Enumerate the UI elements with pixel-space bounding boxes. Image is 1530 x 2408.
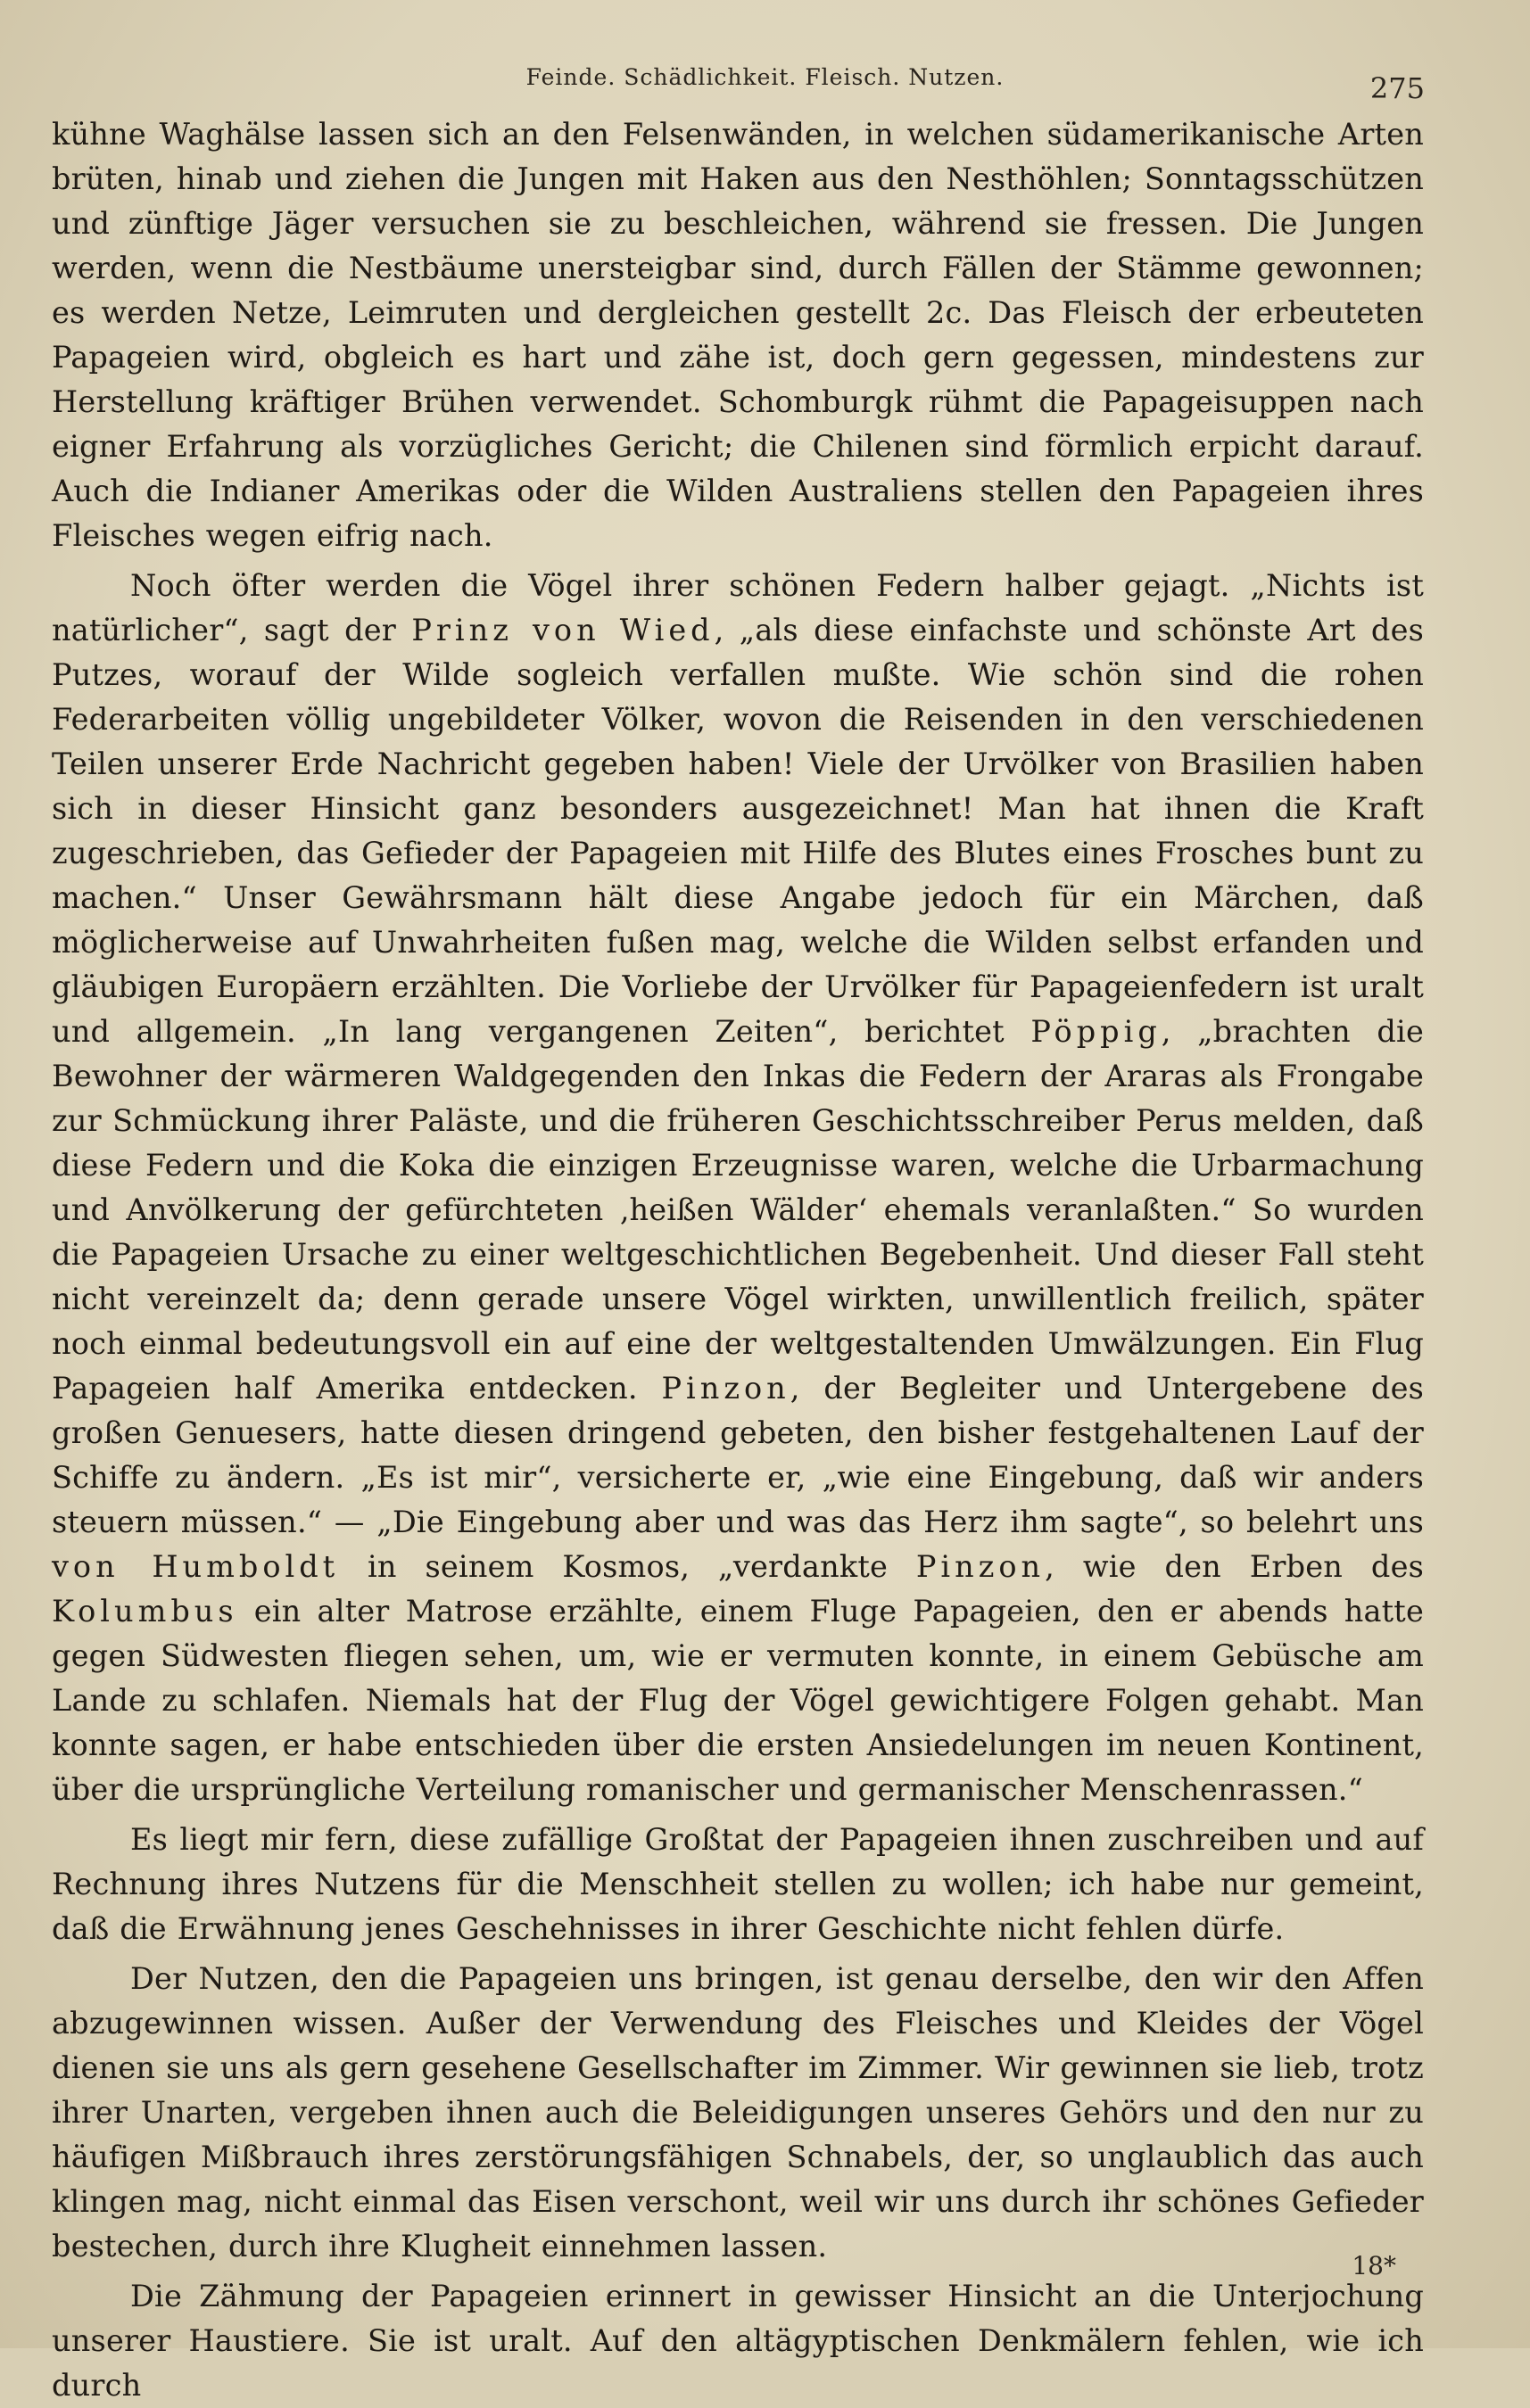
spaced-name-kolumbus: Kolumbus <box>52 1594 238 1629</box>
running-head: Feinde. Schädlichkeit. Fleisch. Nutzen. <box>525 64 1005 90</box>
paragraph-4 <box>52 1957 1424 2269</box>
spaced-name-pinzon: Pinzon <box>661 1371 790 1406</box>
text-segment: , „brachten die Bewohner der wärmeren Waldgegenden den Inkas die Federn der Araras als Frongabe zur Schmückung ihrer Paläste, und die früheren Geschichtsschreiber Perus melden, daß diese Federn und die Koka die einzigen Erzeugnisse waren, welche die Urbarmachung und Anvölkerung der gefürchteten ‚heißen Wälder‘ ehemals veranlaßten.“ So wurden die Papageien Ursache zu einer weltgeschichtlichen Begebenheit. Und dieser Fall steht nicht vereinzelt da; denn gerade unsere Vögel wirkten, unwillentlich freilich, später noch einmal bedeutungsvoll ein auf eine der weltgestaltenden Umwälzungen. Ein Flug Papageien half Amerika entdecken. <box>52 1014 1424 1406</box>
text-segment: Es liegt mir fern, diese zufällige Großtat der Papageien ihnen zuschreiben und auf Rechnung ihres Nutzens für die Menschheit stellen zu wollen; ich habe nur gemeint, daß die Erwähnung jenes Geschehnisses in ihrer Geschichte nicht fehlen dürfe. <box>52 1822 1424 1946</box>
spaced-name-von-humboldt: von Humboldt <box>52 1549 340 1584</box>
text-segment: ein alter Matrose erzählte, einem Fluge Papageien, den er abends hatte gegen Südwesten fliegen sehen, um, wie er vermuten konnte, in einem Gebüsche am Lande zu schlafen. Niemals hat der Flug der Vögel gewichtigere Folgen gehabt. Man konnte sagen, er habe entschieden über die ersten Ansiedelungen im neuen Kontinent, über die ursprüngliche Verteilung romanischer und germanischer Menschenrassen.“ <box>52 1594 1424 1807</box>
body-text <box>52 112 1424 2408</box>
text-segment: Noch öfter werden die Vögel ihrer schönen Federn halber gejagt. „Nichts ist natürlicher“, sagt der <box>52 568 1424 647</box>
paragraph-2 <box>52 564 1424 1812</box>
text-segment: kühne Waghälse lassen sich an den Felsenwänden, in welchen südamerikanische Arten brüten, hinab und ziehen die Jungen mit Haken aus den Nesthöhlen; Sonntagsschützen und zünftige Jäger versuchen sie zu beschleichen, während sie fressen. Die Jungen werden, wenn die Nestbäume unersteigbar sind, durch Fällen der Stämme gewonnen; es werden Netze, Leimruten und dergleichen gestellt 2c. Das Fleisch der erbeuteten Papageien wird, obgleich es hart und zähe ist, doch gern gegessen, mindestens zur Herstellung kräftiger Brühen verwendet. Schomburgk rühmt die Papageisuppen nach eigner Erfahrung als vorzügliches Gericht; die Chilenen sind förmlich erpicht darauf. Auch die Indianer Amerikas oder die Wilden Australiens stellen den Papageien ihres Fleisches wegen eifrig nach. <box>52 117 1424 553</box>
text-segment: , wie den Erben des <box>1045 1549 1424 1584</box>
spaced-name-prinz-von-wied: Prinz von Wied <box>411 613 715 647</box>
paragraph-5 <box>52 2274 1424 2408</box>
spaced-name-pinzon: Pinzon <box>915 1549 1046 1584</box>
paragraph-3 <box>52 1818 1424 1951</box>
text-segment: , der Begleiter und Untergebene des großen Genuesers, hatte diesen dringend gebeten, den bisher festgehaltenen Lauf der Schiffe zu ändern. „Es ist mir“, versicherte er, „wie eine Eingebung, daß wir anders steuern müssen.“ — „Die Eingebung aber und was das Herz ihm sagte“, so belehrt uns <box>52 1371 1424 1539</box>
page-number: 275 <box>1369 71 1425 105</box>
signature-mark: 18* <box>1352 2251 1396 2280</box>
text-segment: in seinem Kosmos, „verdankte <box>339 1549 916 1584</box>
text-segment: Die Zähmung der Papageien erinnert in gewisser Hinsicht an die Unterjochung unserer Haustiere. Sie ist uralt. Auf den altägyptischen Denkmälern fehlen, wie ich durch <box>52 2279 1424 2403</box>
text-segment: Der Nutzen, den die Papageien uns bringen, ist genau derselbe, den wir den Affen abzugewinnen wissen. Außer der Verwendung des Fleisches und Kleides der Vögel dienen sie uns als gern gesehene Gesellschafter im Zimmer. Wir gewinnen sie lieb, trotz ihrer Unarten, vergeben ihnen auch die Beleidigungen unseres Gehörs und den nur zu häufigen Mißbrauch ihres zerstörungsfähigen Schnabels, der, so unglaublich das auch klingen mag, nicht einmal das Eisen verschont, weil wir uns durch ihr schönes Gefieder bestechen, durch ihre Klugheit einnehmen lassen. <box>52 1961 1424 2264</box>
paragraph-1 <box>52 112 1424 558</box>
text-segment: , „als diese einfachste und schönste Art des Putzes, worauf der Wilde sogleich verfallen mußte. Wie schön sind die rohen Federarbeiten völlig ungebildeter Völker, wovon die Reisenden in den verschiedenen Teilen unserer Erde Nachricht gegeben haben! Viele der Urvölker von Brasilien haben sich in dieser Hinsicht ganz besonders ausgezeichnet! Man hat ihnen die Kraft zugeschrieben, das Gefieder der Papageien mit Hilfe des Blutes eines Frosches bunt zu machen.“ Unser Gewährsmann hält diese Angabe jedoch für ein Märchen, daß möglicherweise auf Unwahrheiten fußen mag, welche die Wilden selbst erfanden und gläubigen Europäern erzählten. Die Vorliebe der Urvölker für Papageienfedern ist uralt und allgemein. „In lang vergangenen Zeiten“, berichtet <box>52 613 1424 1049</box>
spaced-name-poeppig: Pöppig <box>1030 1014 1162 1049</box>
